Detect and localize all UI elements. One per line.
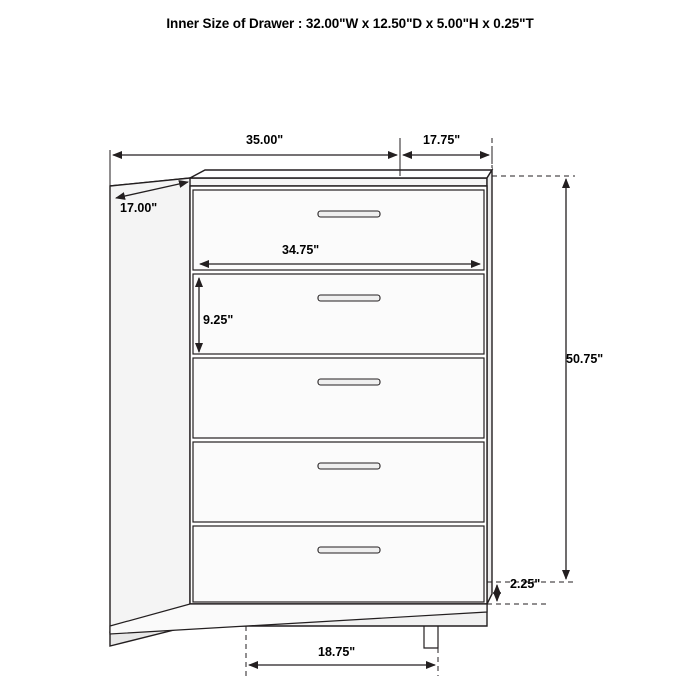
chest-body <box>110 170 492 648</box>
dim-depth: 17.00" <box>120 201 158 215</box>
page-title: Inner Size of Drawer : 32.00"W x 12.50"D x 5.00"H x 0.25"T <box>166 16 534 31</box>
drawer-group <box>193 190 484 602</box>
dim-top-side: 17.75" <box>423 133 461 147</box>
dim-top-width: 35.00" <box>246 133 284 147</box>
dim-foot-span: 18.75" <box>318 645 356 659</box>
dim-total-height: 50.75" <box>566 352 604 366</box>
dim-drawer-width: 34.75" <box>282 243 320 257</box>
dim-drawer-height: 9.25" <box>203 313 234 327</box>
dim-base-height: 2.25" <box>510 577 541 591</box>
